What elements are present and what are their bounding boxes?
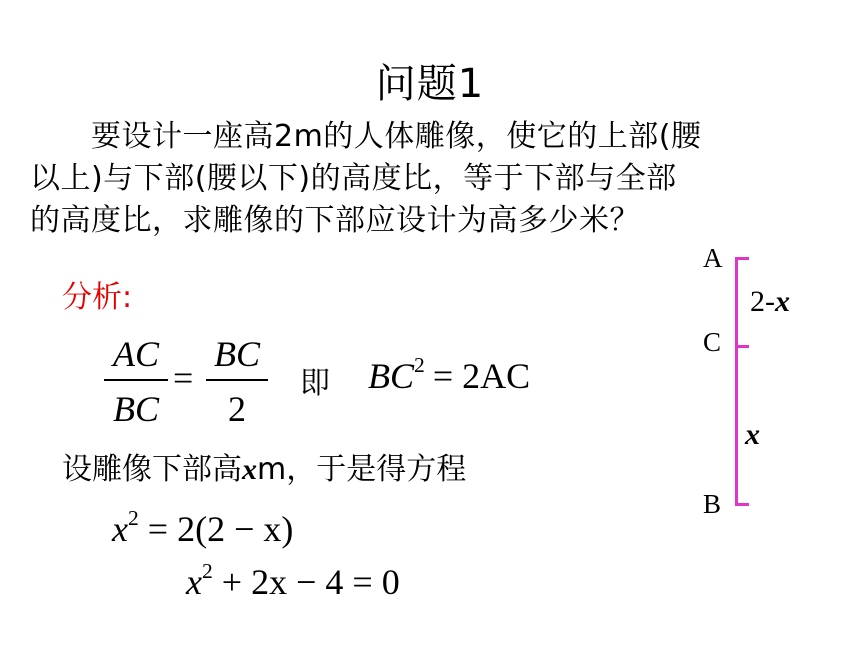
- setup-variable: x: [242, 453, 257, 486]
- upper-segment-label: [750, 285, 790, 319]
- fraction-left-bar: [104, 379, 168, 381]
- relation-exponent: 2: [414, 352, 425, 377]
- problem-line-3: 的高度比，求雕像的下部应设计为高多少米？: [30, 203, 640, 238]
- problem-line-2: 以上)与下部(腰以下)的高度比，等于下部与全部: [30, 161, 677, 196]
- tick-a: [735, 257, 749, 260]
- point-c-label: C: [703, 327, 722, 357]
- fraction-right-denominator: 2: [228, 389, 246, 429]
- tick-b: [735, 503, 749, 506]
- setup-line: [62, 444, 466, 488]
- ji-connector: 即: [300, 366, 330, 401]
- tick-c: [735, 345, 749, 348]
- segment-line: [735, 257, 738, 506]
- equation-1-rest: = 2(2 − x): [138, 509, 294, 549]
- equation-2: [186, 558, 400, 603]
- lower-segment-label: x: [745, 418, 760, 451]
- equation-2-var: x: [186, 562, 202, 602]
- fraction-left-numerator: AC: [112, 334, 159, 374]
- relation-equation: [368, 352, 531, 397]
- relation-lhs: BC: [368, 356, 415, 396]
- fraction-right-bar: [206, 379, 268, 381]
- point-b-label: B: [703, 489, 722, 519]
- problem-statement: [30, 116, 845, 242]
- equation-2-exponent: 2: [201, 558, 213, 583]
- equation-1-exponent: 2: [127, 505, 139, 530]
- equation-1: [112, 505, 294, 550]
- relation-rhs: = 2AC: [432, 356, 531, 396]
- upper-segment-label-text: 2-x: [750, 285, 790, 318]
- equation-2-rest: + 2x − 4 = 0: [212, 562, 400, 602]
- fraction-left-denominator: BC: [112, 389, 159, 429]
- setup-text-before: 设雕像下部高: [62, 452, 242, 487]
- analysis-label: 分析:: [62, 280, 133, 315]
- problem-line-1: 要设计一座高2m的人体雕像，使它的上部(腰: [30, 119, 702, 154]
- slide-title: 问题1: [375, 61, 485, 107]
- point-a-label: A: [703, 243, 723, 273]
- setup-text-after: m，于是得方程: [257, 452, 467, 487]
- equation-1-var: x: [112, 509, 128, 549]
- fraction-right-numerator: BC: [213, 334, 260, 374]
- fraction-equals: =: [173, 358, 194, 398]
